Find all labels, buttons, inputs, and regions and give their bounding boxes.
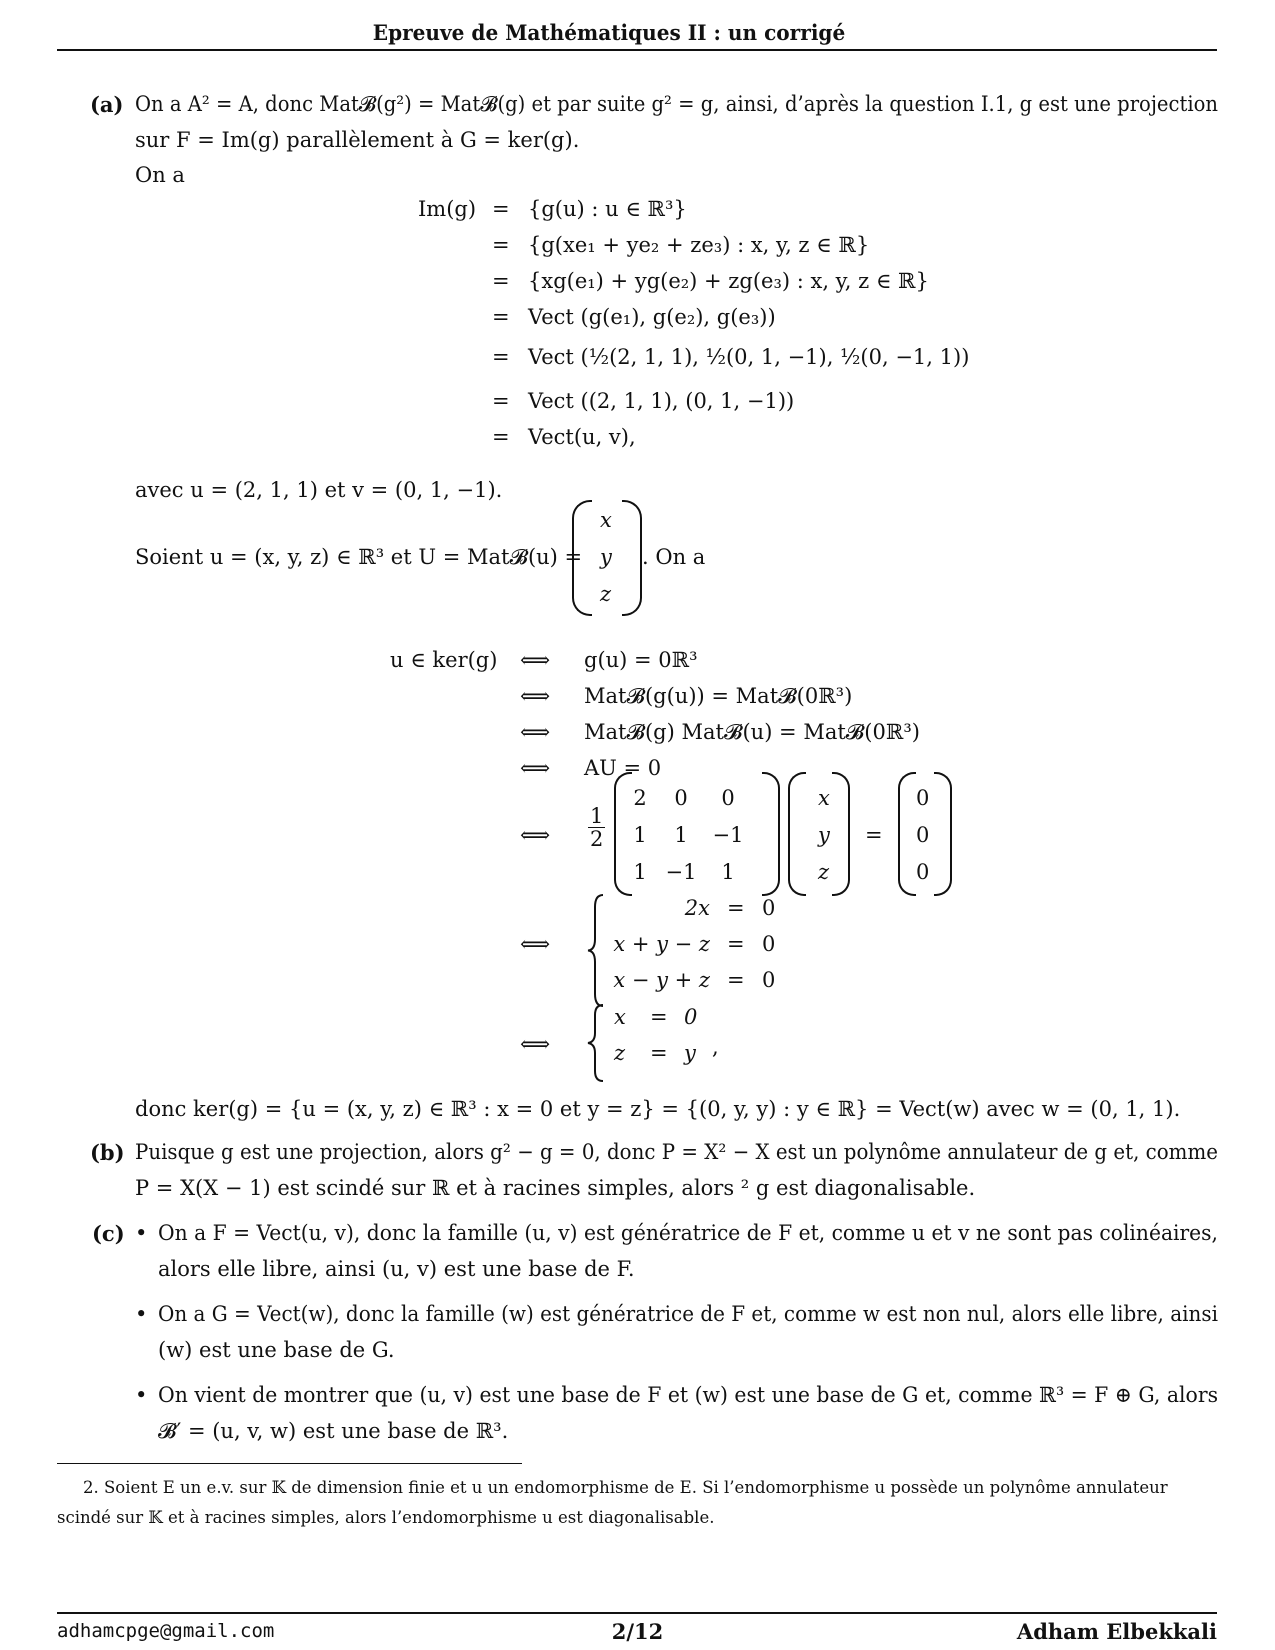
image-equals: = — [492, 305, 510, 329]
bullet-dot: • — [135, 1221, 148, 1245]
xyz-x: x — [818, 786, 830, 810]
matrix-a-cell: −1 — [712, 823, 744, 847]
iff-matrix: ⟺ — [520, 823, 551, 847]
part-c-label: (c) — [92, 1221, 125, 1246]
system1-eq: = — [727, 968, 745, 992]
part-b-line1: Puisque g est une projection, alors g² − g = 0, donc P = X² − X est un polynôme annulateur de g et, comme — [135, 1140, 1218, 1164]
system1-rhs: 0 — [762, 968, 776, 992]
kernel-lhs: u ∈ ker(g) — [390, 648, 498, 672]
part-b-line2: P = X(X − 1) est scindé sur ℝ et à racines simples, alors ² g est diagonalisable. — [135, 1176, 976, 1200]
kernel-row: Mat𝓑(g) Mat𝓑(u) = Mat𝓑(0ℝ³) — [584, 720, 920, 744]
matrix-a-cell: 0 — [674, 786, 688, 810]
zero-left-paren — [898, 772, 916, 896]
bullet-line: On vient de montrer que (u, v) est une base de F et (w) est une base de G et, comme ℝ³ = F ⊕ G, alors — [158, 1383, 1219, 1407]
image-row: Vect(u, v), — [528, 425, 636, 449]
footer-author: Adham Elbekkali — [1016, 1619, 1217, 1644]
system2-eq: = — [650, 1041, 668, 1065]
zero-right-paren — [934, 772, 952, 896]
system1-brace — [585, 893, 607, 1008]
image-row: Vect (½(2, 1, 1), ½(0, 1, −1), ½(0, −1, 1)) — [528, 345, 970, 369]
matrix-a-right-paren — [762, 772, 780, 896]
footer-rule — [57, 1612, 1217, 1614]
zero-1: 0 — [916, 823, 930, 847]
footnote-line2: scindé sur 𝕂 et à racines simples, alors l’endomorphisme u est diagonalisable. — [57, 1508, 715, 1527]
footnote-rule — [57, 1463, 522, 1464]
image-lhs: Im(g) — [418, 197, 477, 221]
system1-lhs: 2x — [684, 896, 710, 920]
bullet-dot: • — [135, 1302, 148, 1326]
zero-2: 0 — [916, 860, 930, 884]
part-a-line1: On a A² = A, donc Mat𝓑(g²) = Mat𝓑(g) et par suite g² = g, ainsi, d’après la question I.1, g est une projection — [135, 92, 1218, 116]
header-rule — [57, 49, 1217, 51]
bullet-line: 𝓑′ = (u, v, w) est une base de ℝ³. — [158, 1419, 509, 1443]
vector-y: y — [600, 545, 612, 569]
vector-x: x — [600, 508, 612, 532]
system2-rhs: y — [684, 1041, 696, 1065]
part-a-line2: sur F = Im(g) parallèlement à G = ker(g). — [135, 128, 580, 152]
bullet-dot: • — [135, 1383, 148, 1407]
iff-symbol: ⟺ — [520, 756, 551, 780]
system1-rhs: 0 — [762, 932, 776, 956]
footer-email: adhamcpge@gmail.com — [57, 1620, 275, 1642]
footer-page: 2/12 — [611, 1619, 664, 1644]
system1-eq: = — [727, 932, 745, 956]
iff-symbol: ⟺ — [520, 684, 551, 708]
matrix-a-cell: −1 — [665, 860, 697, 884]
image-row: {g(u) : u ∈ ℝ³} — [528, 197, 687, 221]
avec-line: avec u = (2, 1, 1) et v = (0, 1, −1). — [135, 478, 503, 502]
image-equals: = — [492, 345, 510, 369]
xyz-left-paren — [788, 772, 806, 896]
image-row: {g(xe₁ + ye₂ + ze₃) : x, y, z ∈ ℝ} — [528, 233, 870, 257]
system1-eq: = — [727, 896, 745, 920]
system2-lhs: x — [614, 1005, 626, 1029]
matrix-a-cell: 2 — [633, 786, 647, 810]
bullet-line: (w) est une base de G. — [158, 1338, 395, 1362]
zero-0: 0 — [916, 786, 930, 810]
image-equals: = — [492, 233, 510, 257]
iff-symbol: ⟺ — [520, 648, 551, 672]
system1-lhs: x − y + z — [613, 968, 710, 992]
iff-symbol: ⟺ — [520, 720, 551, 744]
matrix-a-cell: 1 — [633, 823, 647, 847]
xyz-right-paren — [832, 772, 850, 896]
bullet-line: On a G = Vect(w), donc la famille (w) est génératrice de F et, comme w est non nul, alors elle libre, ainsi — [158, 1302, 1218, 1326]
image-row: Vect (g(e₁), g(e₂), g(e₃)) — [528, 305, 776, 329]
matrix-a-cell: 1 — [633, 860, 647, 884]
kernel-row: AU = 0 — [584, 756, 662, 780]
kernel-conclusion: donc ker(g) = {u = (x, y, z) ∈ ℝ³ : x = 0 et y = z} = {(0, y, y) : y ∈ ℝ} = Vect(w) avec w = (0, 1, 1). — [135, 1097, 1181, 1121]
soient-text: Soient u = (x, y, z) ∈ ℝ³ et U = Mat𝓑(u) = — [135, 545, 583, 569]
xyz-z: z — [818, 860, 830, 884]
system2-rhs: 0 — [684, 1005, 698, 1029]
bullet-line: alors elle libre, ainsi (u, v) est une base de F. — [158, 1257, 635, 1281]
kernel-row: Mat𝓑(g(u)) = Mat𝓑(0ℝ³) — [584, 684, 853, 708]
vector-z: z — [600, 582, 612, 606]
iff-system1: ⟺ — [520, 932, 551, 956]
kernel-row: g(u) = 0ℝ³ — [584, 648, 698, 672]
image-row: {xg(e₁) + yg(e₂) + zg(e₃) : x, y, z ∈ ℝ} — [528, 269, 929, 293]
soient-post: . On a — [642, 545, 706, 569]
image-equals: = — [492, 389, 510, 413]
page-header-title: Epreuve de Mathématiques II : un corrigé — [372, 20, 846, 45]
part-b-label: (b) — [90, 1140, 125, 1165]
footnote-line1: 2. Soient E un e.v. sur 𝕂 de dimension finie et u un endomorphisme de E. Si l’endomorphisme u possède un polynôme annulateur — [83, 1478, 1168, 1497]
system2-brace — [585, 1003, 607, 1083]
vector-left-paren — [572, 500, 592, 616]
image-equals: = — [492, 197, 510, 221]
system1-lhs: x + y − z — [613, 932, 710, 956]
part-a-on-a: On a — [135, 163, 185, 187]
vector-right-paren — [622, 500, 642, 616]
image-equals: = — [492, 269, 510, 293]
system2-comma: , — [712, 1035, 719, 1059]
system1-rhs: 0 — [762, 896, 776, 920]
half-fraction: 1 2 — [590, 804, 604, 852]
equals-sign: = — [865, 823, 883, 847]
xyz-y: y — [818, 823, 830, 847]
matrix-a-cell: 0 — [721, 786, 735, 810]
iff-system2: ⟺ — [520, 1032, 551, 1056]
image-row: Vect ((2, 1, 1), (0, 1, −1)) — [528, 389, 795, 413]
matrix-a-cell: 1 — [721, 860, 735, 884]
part-a-label: (a) — [90, 92, 124, 117]
bullet-line: On a F = Vect(u, v), donc la famille (u, v) est génératrice de F et, comme u et v ne sont pas colinéaires, — [158, 1221, 1218, 1245]
system2-lhs: z — [614, 1041, 626, 1065]
matrix-a-cell: 1 — [674, 823, 688, 847]
image-equals: = — [492, 425, 510, 449]
system2-eq: = — [650, 1005, 668, 1029]
